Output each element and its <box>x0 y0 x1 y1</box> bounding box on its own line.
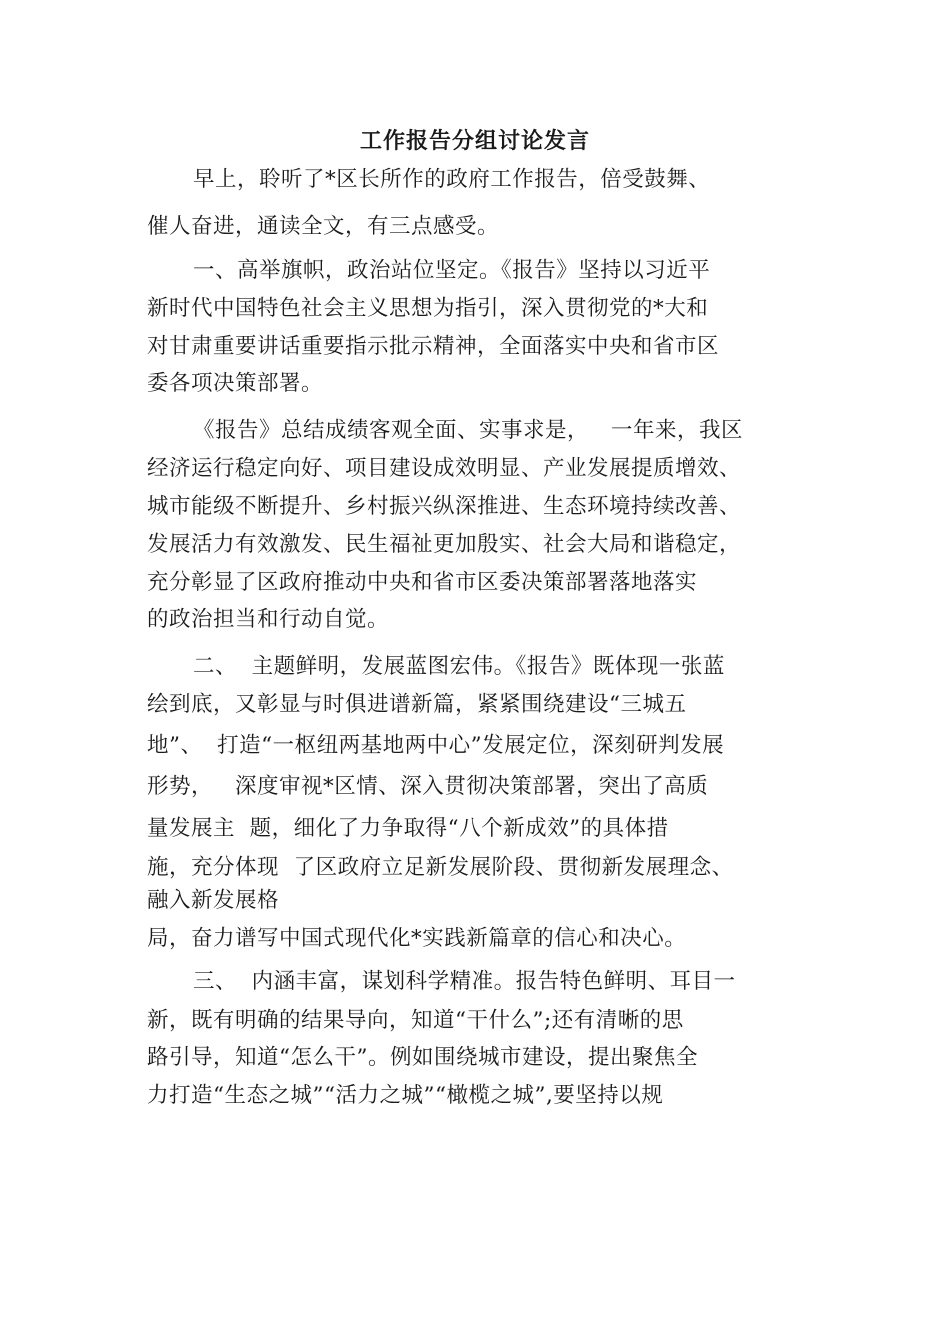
text-line: 一、高举旗帜，政治站位坚定。《报告》坚持以习近平 <box>193 258 711 283</box>
text-line: 局，奋力谱写中国式现代化*实践新篇章的信心和决心。 <box>147 926 687 951</box>
document-title: 工作报告分组讨论发言 <box>359 128 590 154</box>
text-line: 新，既有明确的结果导向，知道“干什么”;还有清晰的思 <box>147 1008 684 1033</box>
text-line: 量发展主 题，细化了力争取得“八个新成效”的具体措 <box>147 816 669 841</box>
text-line: 施，充分体现 了区政府立足新发展阶段、贯彻新发展理念、 <box>147 855 734 880</box>
text-line: 早上，聆听了*区长所作的政府工作报告，倍受鼓舞、 <box>193 167 711 192</box>
text-line: 新时代中国特色社会主义思想为指引，深入贯彻党的*大和 <box>147 296 709 321</box>
text-line: 三、 内涵丰富，谋划科学精准。报告特色鲜明、耳目一 <box>193 969 736 994</box>
text-line: 委各项决策部署。 <box>147 371 324 396</box>
text-line: 路引导，知道“怎么干”。例如围绕城市建设，提出聚焦全 <box>147 1045 698 1070</box>
text-line: 发展活力有效激发、民生福祉更加殷实、社会大局和谐稳定， <box>147 532 742 557</box>
text-line: 的政治担当和行动自觉。 <box>147 607 390 632</box>
text-line: 二、 主题鲜明，发展蓝图宏伟。《报告》既体现一张蓝 <box>193 654 725 679</box>
text-line: 地”、 打造“一枢纽两基地两中心”发展定位，深刻研判发展 <box>147 733 725 758</box>
text-line: 绘到底，又彰显与时俱进谱新篇，紧紧围绕建设“三城五 <box>147 692 687 717</box>
text-line: 催人奋进，通读全文，有三点感受。 <box>147 214 500 239</box>
text-line: 充分彰显了区政府推动中央和省市区委决策部署落地落实 <box>147 570 698 595</box>
text-line: 力打造“生态之城”“活力之城”“橄榄之城”,要坚持以规 <box>147 1083 664 1108</box>
text-line: 对甘肃重要讲话重要指示批示精神，全面落实中央和省市区 <box>147 334 720 359</box>
text-line: 经济运行稳定向好、项目建设成效明显、产业发展提质增效、 <box>147 456 742 481</box>
text-line: 融入新发展格 <box>147 888 280 913</box>
text-line: 城市能级不断提升、乡村振兴纵深推进、生态环境持续改善、 <box>147 494 742 519</box>
text-line: 形势， 深度审视*区情、深入贯彻决策部署，突出了高质 <box>147 774 709 799</box>
text-line: 《报告》总结成绩客观全面、实事求是， 一年来，我区 <box>193 418 744 443</box>
